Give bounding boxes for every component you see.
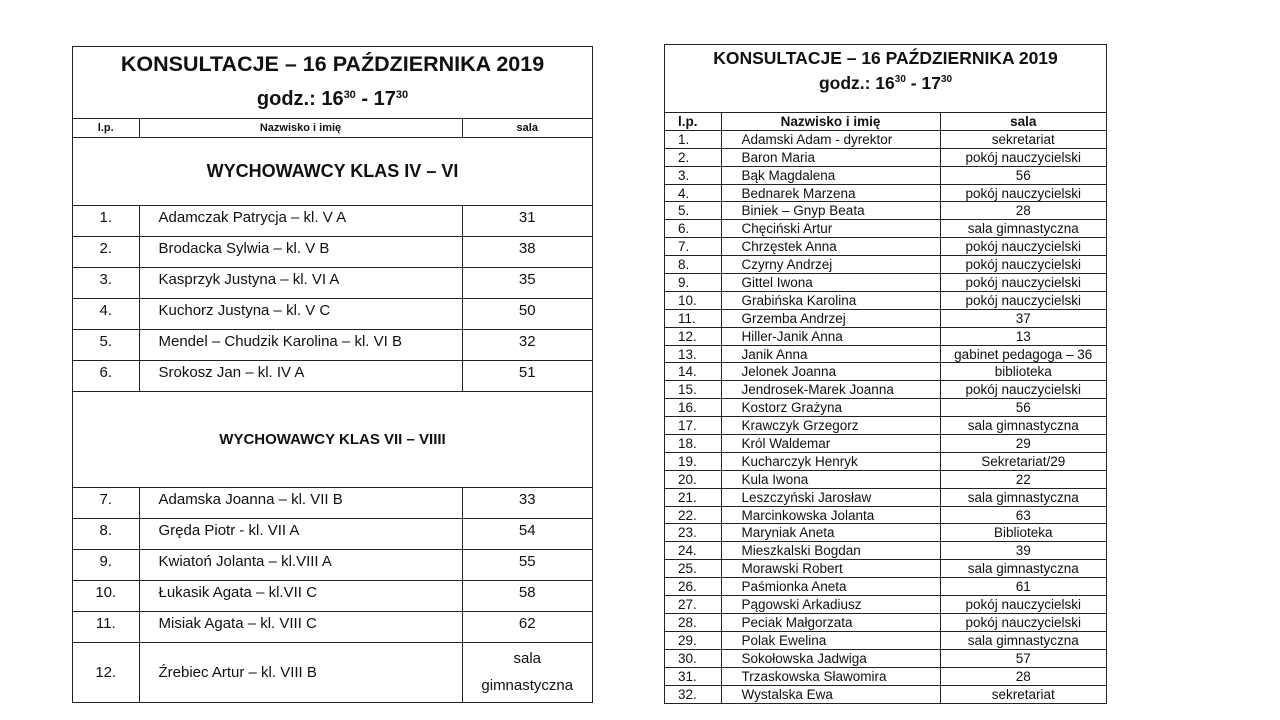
table-row [73, 549, 592, 580]
row-lp: 16. [665, 399, 721, 417]
row-sala: 51 [462, 360, 592, 391]
row-lp: 19. [665, 452, 721, 470]
row-name: Trzaskowska Sławomira [721, 667, 940, 685]
right-consultation-table [664, 44, 1107, 704]
table-row [665, 148, 1106, 166]
row-sala: 28 [940, 202, 1106, 220]
row-name: Leszczyński Jarosław [721, 488, 940, 506]
row-name: Polak Ewelina [721, 631, 940, 649]
row-name: Misiak Agata – kl. VIII C [139, 611, 462, 642]
row-lp: 3. [73, 267, 139, 298]
row-name: Sokołowska Jadwiga [721, 649, 940, 667]
row-lp: 2. [73, 236, 139, 267]
row-lp: 23. [665, 524, 721, 542]
left-table-time: godz.: $16^{30} - 17^{30}$ [256, 88, 409, 110]
row-lp: 10. [73, 580, 139, 611]
row-lp: 4. [665, 184, 721, 202]
table-row [665, 685, 1106, 703]
table-row [73, 518, 592, 549]
row-name: Pągowski Arkadiusz [721, 596, 940, 614]
row-sala: sekretariat [940, 685, 1106, 703]
row-lp: 12. [665, 327, 721, 345]
row-lp: 7. [73, 487, 139, 518]
row-sala: 32 [462, 329, 592, 360]
row-lp: 1. [73, 205, 139, 236]
row-name: Adamski Adam - dyrektor [721, 130, 940, 148]
table-row [665, 238, 1106, 256]
table-row [665, 166, 1106, 184]
row-name: Gręda Piotr - kl. VII A [139, 518, 462, 549]
row-name: Brodacka Sylwia – kl. V B [139, 236, 462, 267]
row-lp: 32. [665, 685, 721, 703]
table-row [665, 524, 1106, 542]
row-name: Kucharczyk Henryk [721, 452, 940, 470]
table-row [665, 667, 1106, 685]
row-name: Bąk Magdalena [721, 166, 940, 184]
row-sala: 55 [462, 549, 592, 580]
row-sala: sala gimnastyczna [940, 488, 1106, 506]
row-sala: pokój nauczycielski [940, 274, 1106, 292]
row-sala: pokój nauczycielski [940, 148, 1106, 166]
table-row [665, 506, 1106, 524]
row-name: Baron Maria [721, 148, 940, 166]
row-sala: pokój nauczycielski [940, 291, 1106, 309]
row-lp: 3. [665, 166, 721, 184]
row-name: Czyrny Andrzej [721, 256, 940, 274]
row-name: Kwiatoń Jolanta – kl.VIII A [139, 549, 462, 580]
table-row [665, 363, 1106, 381]
row-lp: 11. [73, 611, 139, 642]
row-name: Marcinkowska Jolanta [721, 506, 940, 524]
row-sala: 50 [462, 298, 592, 329]
row-lp: 9. [73, 549, 139, 580]
row-lp: 24. [665, 542, 721, 560]
table-row [665, 649, 1106, 667]
table-row [665, 470, 1106, 488]
row-lp: 8. [73, 518, 139, 549]
header-lp: l.p. [665, 113, 721, 131]
row-name: Biniek – Gnyp Beata [721, 202, 940, 220]
table-row [73, 642, 592, 702]
row-name: Kasprzyk Justyna – kl. VI A [139, 267, 462, 298]
row-sala: pokój nauczycielski [940, 381, 1106, 399]
section-title: WYCHOWAWCY KLAS IV – VI [73, 137, 592, 205]
row-name: Adamska Joanna – kl. VII B [139, 487, 462, 518]
row-lp: 26. [665, 578, 721, 596]
row-sala: 56 [940, 166, 1106, 184]
row-sala: sala gimnastyczna [940, 560, 1106, 578]
row-name: Gittel Iwona [721, 274, 940, 292]
row-sala: pokój nauczycielski [940, 184, 1106, 202]
table-row [665, 130, 1106, 148]
row-lp: 4. [73, 298, 139, 329]
row-sala: 31 [462, 205, 592, 236]
row-lp: 5. [73, 329, 139, 360]
table-row [73, 329, 592, 360]
row-name: Grzemba Andrzej [721, 309, 940, 327]
table-row [665, 560, 1106, 578]
row-sala: 57 [940, 649, 1106, 667]
row-lp: 6. [73, 360, 139, 391]
row-sala: 22 [940, 470, 1106, 488]
right-table-time: godz.: $16^{30} - 17^{30}$ [818, 73, 953, 93]
row-name: Grabińska Karolina [721, 291, 940, 309]
table-row [73, 487, 592, 518]
table-row [665, 345, 1106, 363]
row-lp: 30. [665, 649, 721, 667]
table-row [73, 236, 592, 267]
header-sala: sala [940, 113, 1106, 131]
row-name: Hiller-Janik Anna [721, 327, 940, 345]
row-lp: 5. [665, 202, 721, 220]
row-sala: biblioteka [940, 363, 1106, 381]
left-table-title: KONSULTACJE – 16 PAŹDZIERNIKA 2019 [120, 52, 545, 76]
row-lp: 7. [665, 238, 721, 256]
row-lp: 27. [665, 596, 721, 614]
table-row [665, 399, 1106, 417]
row-sala: 35 [462, 267, 592, 298]
row-sala: pokój nauczycielski [940, 613, 1106, 631]
row-sala: 37 [940, 309, 1106, 327]
row-name: Paśmionka Aneta [721, 578, 940, 596]
left-header-row [73, 119, 592, 137]
row-sala: sala gimnastyczna [940, 220, 1106, 238]
row-lp: 28. [665, 613, 721, 631]
row-lp: 20. [665, 470, 721, 488]
row-name: Maryniak Aneta [721, 524, 940, 542]
table-row [73, 205, 592, 236]
table-row [665, 220, 1106, 238]
row-name: Peciak Małgorzata [721, 613, 940, 631]
table-row [665, 596, 1106, 614]
row-sala: 56 [940, 399, 1106, 417]
table-row [665, 327, 1106, 345]
row-sala: sala gimnastyczna [940, 417, 1106, 435]
row-name: Kostorz Grażyna [721, 399, 940, 417]
row-name: Mieszkalski Bogdan [721, 542, 940, 560]
right-table-grid [665, 112, 1106, 703]
row-lp: 21. [665, 488, 721, 506]
row-name: Krawczyk Grzegorz [721, 417, 940, 435]
table-row [73, 611, 592, 642]
row-sala: 58 [462, 580, 592, 611]
row-name: Adamczak Patrycja – kl. V A [139, 205, 462, 236]
row-lp: 10. [665, 291, 721, 309]
row-name: Chęciński Artur [721, 220, 940, 238]
table-row [665, 542, 1106, 560]
row-sala: gabinet pedagoga – 36 [940, 345, 1106, 363]
table-row [665, 381, 1106, 399]
header-sala: sala [462, 119, 592, 137]
row-lp: 14. [665, 363, 721, 381]
table-row [665, 435, 1106, 453]
header-lp: l.p. [97, 121, 114, 134]
left-table-grid [73, 119, 592, 702]
table-row [665, 631, 1106, 649]
row-sala: Sekretariat/29 [940, 452, 1106, 470]
table-row [665, 274, 1106, 292]
row-name: Król Waldemar [721, 435, 940, 453]
row-sala: 63 [940, 506, 1106, 524]
row-name: Kuchorz Justyna – kl. V C [139, 298, 462, 329]
table-row [665, 613, 1106, 631]
table-row [665, 578, 1106, 596]
row-lp: 31. [665, 667, 721, 685]
row-name: Jendrosek-Marek Joanna [721, 381, 940, 399]
row-lp: 17. [665, 417, 721, 435]
row-lp: 29. [665, 631, 721, 649]
table-row [665, 452, 1106, 470]
section-heading-vii-viii [73, 391, 592, 487]
row-sala: 61 [940, 578, 1106, 596]
row-lp: 1. [665, 130, 721, 148]
row-name: Mendel – Chudzik Karolina – kl. VI B [139, 329, 462, 360]
row-lp: 11. [665, 309, 721, 327]
right-table-title-block [665, 45, 1106, 112]
right-header-row [665, 113, 1106, 131]
row-name: Morawski Robert [721, 560, 940, 578]
header-name: Nazwisko i imię [139, 119, 462, 137]
row-sala: sala gimnastyczna [940, 631, 1106, 649]
row-lp: 13. [665, 345, 721, 363]
row-sala: 39 [940, 542, 1106, 560]
table-row [665, 309, 1106, 327]
row-lp: 2. [665, 148, 721, 166]
left-consultation-table [72, 46, 593, 703]
row-sala: 54 [462, 518, 592, 549]
row-sala: sala gimnastyczna [462, 642, 592, 702]
table-row [73, 267, 592, 298]
row-name: Chrzęstek Anna [721, 238, 940, 256]
table-row [665, 184, 1106, 202]
row-sala: sekretariat [940, 130, 1106, 148]
row-name: Bednarek Marzena [721, 184, 940, 202]
table-row [665, 417, 1106, 435]
row-sala: 29 [940, 435, 1106, 453]
row-sala: 33 [462, 487, 592, 518]
row-lp: 12. [73, 642, 139, 702]
section-title: WYCHOWAWCY KLAS VII – VIIII [73, 391, 592, 487]
table-row [665, 488, 1106, 506]
row-lp: 25. [665, 560, 721, 578]
row-sala: pokój nauczycielski [940, 256, 1106, 274]
table-row [665, 256, 1106, 274]
row-name: Kula Iwona [721, 470, 940, 488]
row-lp: 8. [665, 256, 721, 274]
row-lp: 18. [665, 435, 721, 453]
row-lp: 22. [665, 506, 721, 524]
table-row [73, 360, 592, 391]
header-name: Nazwisko i imię [721, 113, 940, 131]
row-sala: pokój nauczycielski [940, 596, 1106, 614]
section-heading-iv-vi [73, 137, 592, 205]
row-name: Źrebiec Artur – kl. VIII B [139, 642, 462, 702]
table-row [665, 291, 1106, 309]
table-row [665, 202, 1106, 220]
left-table-title-block [73, 47, 592, 119]
row-lp: 9. [665, 274, 721, 292]
row-name: Jelonek Joanna [721, 363, 940, 381]
row-name: Janik Anna [721, 345, 940, 363]
row-lp: 6. [665, 220, 721, 238]
row-sala: 28 [940, 667, 1106, 685]
row-name: Srokosz Jan – kl. IV A [139, 360, 462, 391]
table-row [73, 298, 592, 329]
row-sala: 13 [940, 327, 1106, 345]
right-table-title: KONSULTACJE – 16 PAŹDZIERNIKA 2019 [713, 48, 1058, 68]
row-sala: 38 [462, 236, 592, 267]
table-row [73, 580, 592, 611]
row-lp: 15. [665, 381, 721, 399]
row-name: Łukasik Agata – kl.VII C [139, 580, 462, 611]
row-sala: 62 [462, 611, 592, 642]
row-name: Wystalska Ewa [721, 685, 940, 703]
row-sala: pokój nauczycielski [940, 238, 1106, 256]
row-sala: Biblioteka [940, 524, 1106, 542]
